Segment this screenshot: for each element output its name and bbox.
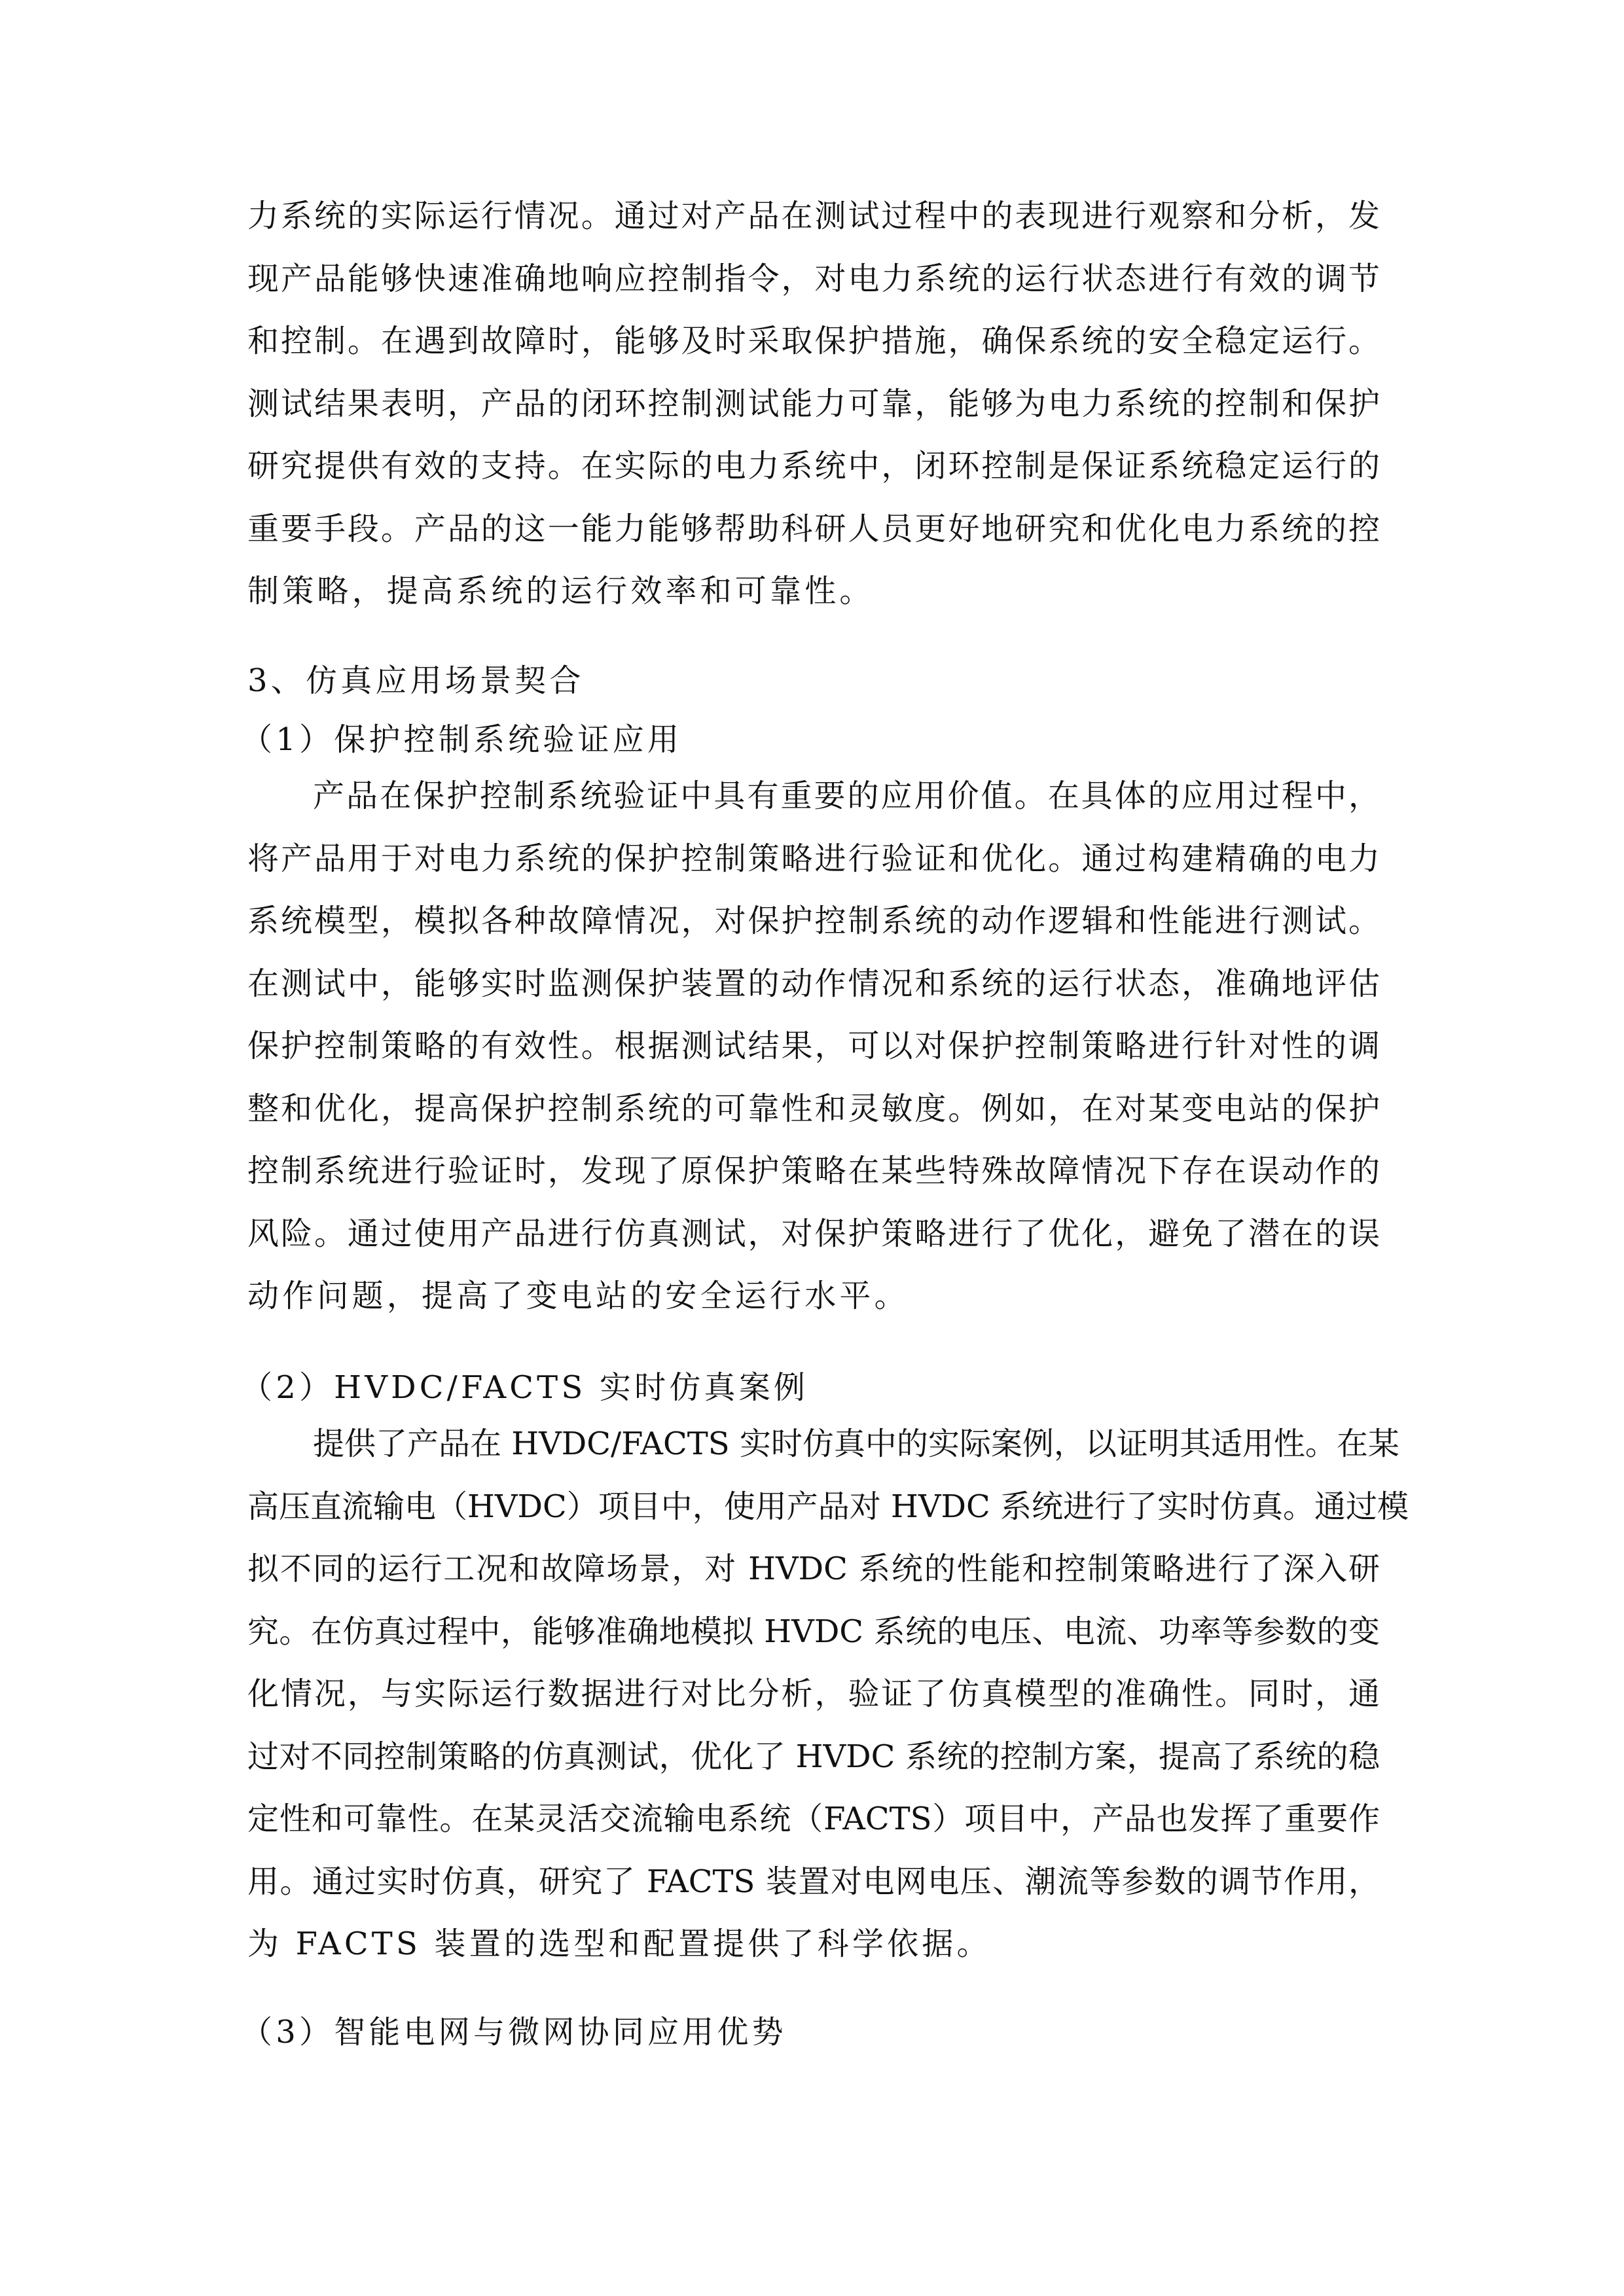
text-line: 在测试中，能够实时监测保护装置的动作情况和系统的运行状态，准确地评估 [247,965,1380,1002]
text-line: 重要手段。产品的这一能力能够帮助科研人员更好地研究和优化电力系统的控 [247,511,1380,547]
text-line: 高压直流输电（HVDC）项目中，使用产品对 HVDC 系统进行了实时仿真。通过模 [247,1488,1409,1525]
subsection-heading: （2）HVDC/FACTS 实时仿真案例 [241,1369,809,1406]
text-line: 现产品能够快速准确地响应控制指令，对电力系统的运行状态进行有效的调节 [247,260,1380,297]
text-line: 提供了产品在 HVDC/FACTS 实时仿真中的实际案例，以证明其适用性。在某 [313,1426,1399,1462]
text-line: 定性和可靠性。在某灵活交流输电系统（FACTS）项目中，产品也发挥了重要作 [247,1801,1380,1837]
text-line: 整和优化，提高保护控制系统的可靠性和灵敏度。例如，在对某变电站的保护 [247,1090,1380,1127]
text-line: 用。通过实时仿真，研究了 FACTS 装置对电网电压、潮流等参数的调节作用， [247,1863,1380,1900]
text-line: 产品在保护控制系统验证中具有重要的应用价值。在具体的应用过程中， [313,778,1380,814]
subsection-heading: （3）智能电网与微网协同应用优势 [241,2014,787,2051]
subsection-heading: （1）保护控制系统验证应用 [241,721,683,758]
text-line: 和控制。在遇到故障时，能够及时采取保护措施，确保系统的安全稳定运行。 [247,323,1380,359]
text-line: 将产品用于对电力系统的保护控制策略进行验证和优化。通过构建精确的电力 [247,840,1380,877]
text-line: 过对不同控制策略的仿真测试，优化了 HVDC 系统的控制方案，提高了系统的稳 [247,1738,1380,1775]
text-line: 拟不同的运行工况和故障场景，对 HVDC 系统的性能和控制策略进行了深入研 [247,1551,1380,1587]
text-line: 制策略，提高系统的运行效率和可靠性。 [247,573,875,609]
text-line: 动作问题，提高了变电站的安全运行水平。 [247,1278,909,1314]
text-line: 力系统的实际运行情况。通过对产品在测试过程中的表现进行观察和分析，发 [247,198,1380,234]
text-line: 化情况，与实际运行数据进行对比分析，验证了仿真模型的准确性。同时，通 [247,1676,1380,1712]
text-line: 保护控制策略的有效性。根据测试结果，可以对保护控制策略进行针对性的调 [247,1028,1380,1064]
text-line: 系统模型，模拟各种故障情况，对保护控制系统的动作逻辑和性能进行测试。 [247,903,1380,939]
text-line: 研究提供有效的支持。在实际的电力系统中，闭环控制是保证系统稳定运行的 [247,448,1380,484]
text-line: 究。在仿真过程中，能够准确地模拟 HVDC 系统的电压、电流、功率等参数的变 [247,1613,1380,1650]
section-heading: 3、仿真应用场景契合 [247,662,585,699]
text-line: 为 FACTS 装置的选型和配置提供了科学依据。 [247,1926,992,1962]
text-line: 测试结果表明，产品的闭环控制测试能力可靠，能够为电力系统的控制和保护 [247,386,1380,422]
text-line: 风险。通过使用产品进行仿真测试，对保护策略进行了优化，避免了潜在的误 [247,1215,1380,1252]
text-line: 控制系统进行验证时，发现了原保护策略在某些特殊故障情况下存在误动作的 [247,1153,1380,1189]
